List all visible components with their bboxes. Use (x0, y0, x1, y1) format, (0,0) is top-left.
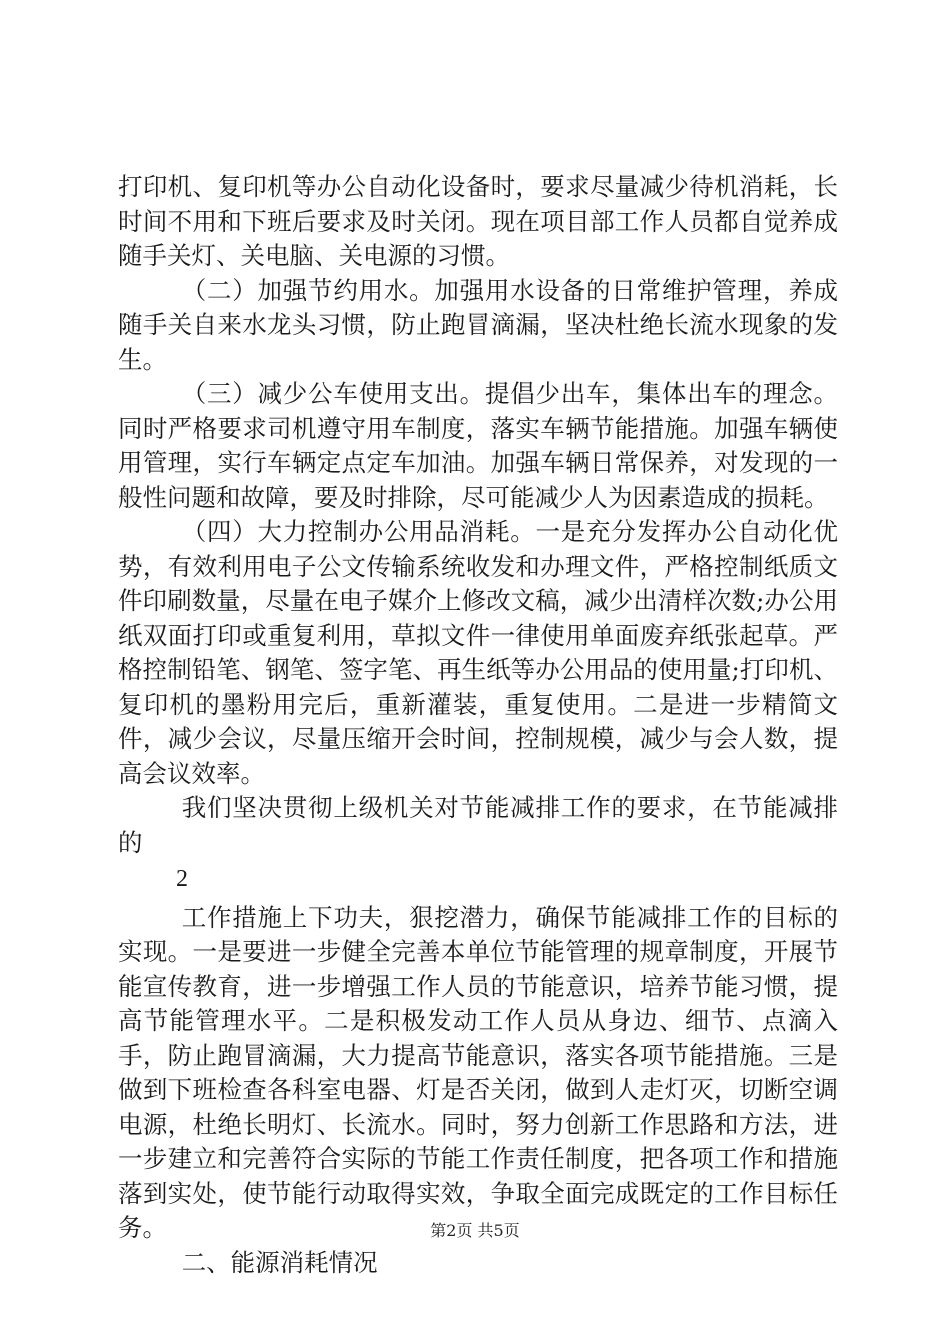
page-marker: 2 (176, 866, 188, 892)
paragraph-work-measures: 工作措施上下功夫，狠挖潜力，确保节能减排工作的目标的实现。一是要进一步健全完善本单位节能管理的规章制度，开展节能宣传教育，进一步增强工作人员的节能意识，培养节能习惯，提高节能管理水平。二是积极发动工作人员从身边、细节、点滴入手，防止跑冒滴漏，大力提高节能意识，落实各项节能措施。三是做到下班检查各科室电器、灯是否关闭，做到人走灯灭，切断空调电源，杜绝长明灯、长流水。同时，努力创新工作思路和方法，进一步建立和完善符合实际的节能工作责任制度，把各项工作和措施落到实处，使节能行动取得实效，争取全面完成既定的工作目标任务。 (118, 902, 838, 1242)
paragraph-vehicle-use: （三）减少公车使用支出。提倡少出车，集体出车的理念。同时严格要求司机遵守用车制度，落实车辆节能措施。加强车辆使用管理，实行车辆定点定车加油。加强车辆日常保养，对发现的一般性问题和故障，要及时排除，尽可能减少人为因素造成的损耗。 (118, 379, 838, 512)
document-body (118, 170, 838, 1280)
paragraph-save-water: （二）加强节约用水。加强用水设备的日常维护管理，养成随手关自来水龙头习惯，防止跑冒滴漏，坚决杜绝长流水现象的发生。 (118, 275, 838, 374)
paragraph-office-supplies: （四）大力控制办公用品消耗。一是充分发挥办公自动化优势，有效利用电子公文传输系统收发和办理文件，严格控制纸质文件印刷数量，尽量在电子媒介上修改文稿，减少出清样次数;办公用纸双面打印或重复利用，草拟文件一律使用单面废弃纸张起草。严格控制铅笔、钢笔、签字笔、再生纸等办公用品的使用量;打印机、复印机的墨粉用完后，重新灌装，重复使用。二是进一步精简文件，减少会议，尽量压缩开会时间，控制规模，减少与会人数，提高会议效率。 (118, 517, 838, 788)
section-heading-energy-consumption: 二、能源消耗情况 (181, 1247, 378, 1277)
paragraph-office-equipment: 打印机、复印机等办公自动化设备时，要求尽量减少待机消耗，长时间不用和下班后要求及时关闭。现在项目部工作人员都自觉养成随手关灯、关电脑、关电源的习惯。 (118, 172, 838, 270)
page-footer: 第2页 共5页 (430, 1221, 520, 1240)
paragraph-commitment: 我们坚决贯彻上级机关对节能减排工作的要求，在节能减排的 (118, 793, 838, 857)
